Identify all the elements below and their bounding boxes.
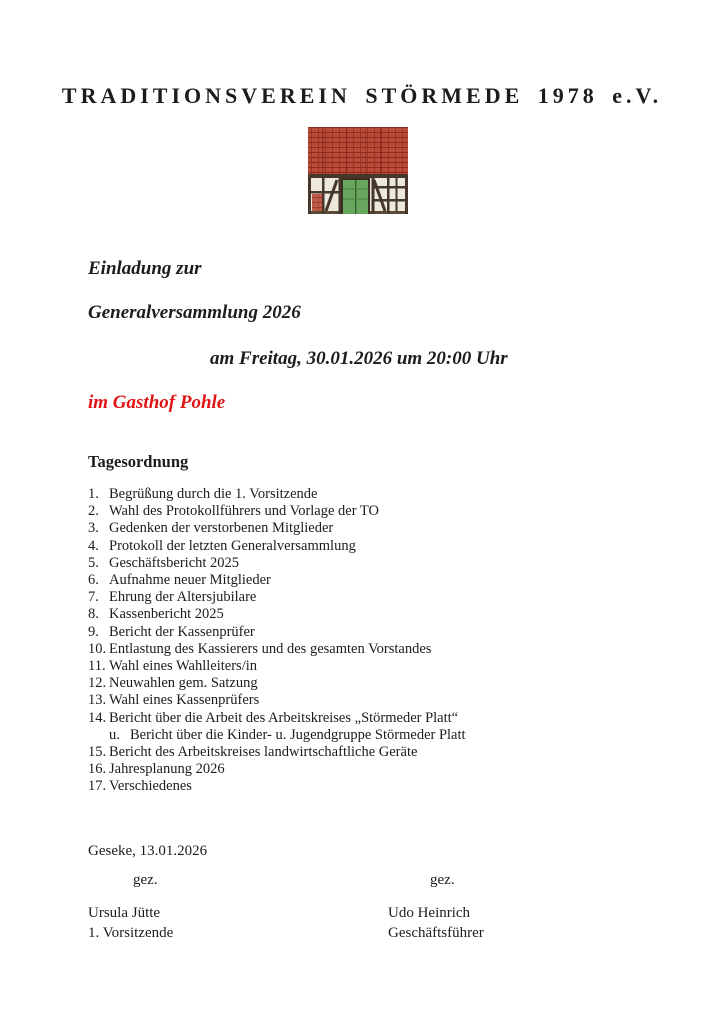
agenda-item-1 xyxy=(88,486,694,503)
signed-abbreviation-right: gez. xyxy=(430,872,455,888)
agenda-item-11 xyxy=(88,658,694,675)
club-title: TRADITIONSVEREIN STÖRMEDE 1978 e.V. xyxy=(61,83,663,108)
agenda-item-number: 1. xyxy=(88,486,99,502)
agenda-item-10 xyxy=(88,641,694,658)
agenda-item-text: Bericht über die Kinder- u. Jugendgruppe Störmeder Platt xyxy=(130,726,466,743)
signer-name: Ursula Jütte xyxy=(88,905,161,921)
agenda-item-number: 11. xyxy=(88,658,106,675)
agenda-item-5 xyxy=(88,555,694,572)
agenda-item-text: Bericht der Kassenprüfer xyxy=(109,623,255,640)
agenda-item-6 xyxy=(88,572,694,589)
agenda-item-text: Verschiedenes xyxy=(109,778,192,795)
agenda-item-7 xyxy=(88,589,694,606)
agenda-item-text: Ehrung der Altersjubilare xyxy=(109,589,257,606)
agenda-item-text: Protokoll der letzten Generalversammlung xyxy=(109,537,356,554)
place-date: Geseke, 13.01.2026 xyxy=(88,843,208,859)
agenda-item-9 xyxy=(88,624,694,641)
agenda-item-number: 17. xyxy=(88,778,107,795)
signer-role: 1. Vorsitzende xyxy=(88,924,174,941)
agenda-item-14 xyxy=(88,710,694,727)
agenda-item-number: 14. xyxy=(88,709,107,726)
agenda-item-number: 8. xyxy=(88,606,99,623)
agenda-item-16 xyxy=(88,761,694,778)
agenda-item-text: Geschäftsbericht 2025 xyxy=(109,554,240,571)
club-house-logo-icon xyxy=(308,127,408,217)
invitation-location: im Gasthof Pohle xyxy=(88,392,226,413)
agenda-item-number: 10. xyxy=(88,640,107,657)
agenda-item-number: u. xyxy=(109,726,120,743)
agenda-item-text: Begrüßung durch die 1. Vorsitzende xyxy=(109,486,318,502)
agenda-item-number: 7. xyxy=(88,589,99,606)
agenda-list xyxy=(88,486,694,796)
agenda-item-2 xyxy=(88,503,694,520)
agenda-item-15 xyxy=(88,744,694,761)
invitation-datetime: am Freitag, 30.01.2026 um 20:00 Uhr xyxy=(210,348,508,369)
agenda-item-text: Gedenken der verstorbenen Mitglieder xyxy=(109,520,334,537)
agenda-item-12 xyxy=(88,675,694,692)
agenda-item-text: Wahl eines Kassenprüfers xyxy=(109,692,260,709)
agenda-item-3 xyxy=(88,520,694,537)
agenda-item-number: 12. xyxy=(88,675,107,692)
signer-role: Geschäftsführer xyxy=(388,924,484,941)
agenda-item-4 xyxy=(88,538,694,555)
agenda-item-number: 15. xyxy=(88,744,107,761)
agenda-item-text: Bericht über die Arbeit des Arbeitskreises „Störmeder Platt“ xyxy=(109,709,459,726)
agenda-item-text: Jahresplanung 2026 xyxy=(109,761,225,778)
agenda-item-text: Aufnahme neuer Mitglieder xyxy=(109,572,271,589)
signature-block-left xyxy=(88,904,173,943)
agenda-item-17 xyxy=(88,778,694,795)
invitation-line-1: Einladung zur xyxy=(88,258,202,279)
agenda-item-text: Entlastung des Kassierers und des gesamten Vorstandes xyxy=(109,640,432,657)
signer-name: Udo Heinrich xyxy=(388,905,471,921)
agenda-item-number: 4. xyxy=(88,537,99,554)
agenda-item-13 xyxy=(88,692,694,709)
agenda-item-14-sub xyxy=(109,727,694,744)
signature-block-right xyxy=(388,904,484,943)
agenda-item-number: 16. xyxy=(88,761,107,778)
agenda-item-text: Wahl eines Wahlleiters/in xyxy=(109,658,257,675)
invitation-line-2: Generalversammlung 2026 xyxy=(88,302,301,323)
agenda-item-text: Kassenbericht 2025 xyxy=(109,606,224,623)
agenda-item-text: Neuwahlen gem. Satzung xyxy=(109,675,258,692)
agenda-item-8 xyxy=(88,606,694,623)
agenda-item-number: 13. xyxy=(88,692,107,709)
agenda-item-number: 3. xyxy=(88,520,99,537)
agenda-item-number: 6. xyxy=(88,572,99,589)
agenda-heading: Tagesordnung xyxy=(88,452,189,471)
agenda-item-number: 9. xyxy=(88,623,99,640)
signed-abbreviation-left: gez. xyxy=(133,872,158,888)
agenda-item-number: 5. xyxy=(88,554,99,571)
agenda-item-number: 2. xyxy=(88,503,99,520)
agenda-item-text: Bericht des Arbeitskreises landwirtschaftliche Geräte xyxy=(109,744,418,761)
agenda-item-text: Wahl des Protokollführers und Vorlage der TO xyxy=(109,503,379,520)
